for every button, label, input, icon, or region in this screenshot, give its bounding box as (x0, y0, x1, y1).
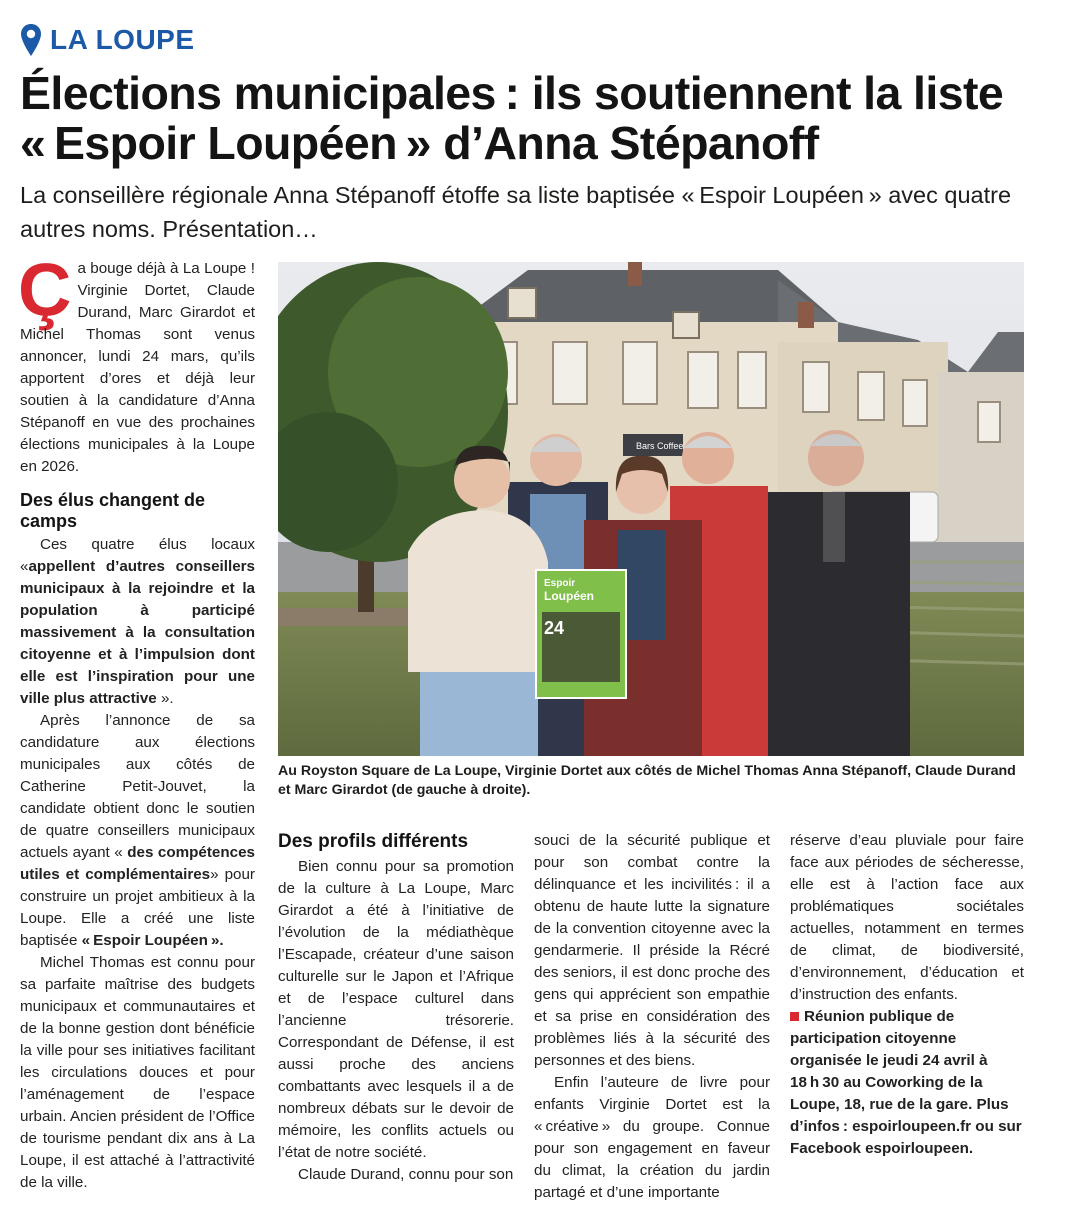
standfirst: La conseillère régionale Anna Stépanoff étoffe sa liste baptisée « Espoir Loupéen » avec quatre autres noms. Présentation… (20, 182, 1012, 242)
location-pin-icon (20, 23, 42, 57)
subheading-profils: Des profils différents (278, 831, 469, 852)
shop-sign: Bars Coffee (636, 441, 684, 451)
p1-end: ». (160, 690, 174, 707)
paragraph-1 (20, 534, 255, 710)
info-text: Réunion publique de participation citoyenne organisée le jeudi 24 avril à 18 h 30 au Coworking de la Loupe, 18, rue de la gare. Plus d’infos : espoirloupeen.fr ou sur Facebook espoirloupeen. (790, 1008, 1022, 1157)
subheading-elus: Des élus changent de camps (20, 490, 206, 531)
p1-quote: appellent d’autres conseillers municipaux à la rejoindre et la population à participé massivement à la consultation citoyenne et à l’impulsion dont elle est l’inspiration pour une ville plus attractive (20, 558, 255, 707)
people (408, 430, 910, 756)
article-column-4 (790, 830, 1024, 1160)
p2-start: Après l’annonce de sa candidature aux élections municipales aux côtés de Catherine Petit-Jouvet, la candidate obtient donc le soutien de quatre conseillers municipaux actuels ayant « (20, 712, 255, 861)
article-column-1 (18, 248, 255, 1194)
paragraph-4: Bien connu pour sa promotion de la culture à La Loupe, Marc Girardot a été à l’initiative de l’évolution de la médiathèque l’Escapade, créateur d’une saison culturelle sur le Japon et l’Afrique et de l’espace culturel dans l’ancienne trésorerie. Correspondant de Défense, il est aussi proche des anciens combattants avec lesquels il a de nombreux débats sur le devoir de mémoire, les conflits actuels ou l’état de notre société. (278, 858, 514, 1161)
p2-list-name: « Espoir Loupéen ». (81, 932, 224, 949)
lead-paragraph (18, 248, 255, 478)
p2-mid: » pour construire un projet ambitieux à la Loupe. Elle a créé une liste baptisée (20, 866, 255, 949)
paragraph-5: Claude Durand, connu pour son (298, 1166, 514, 1183)
article-column-3 (534, 830, 770, 1204)
group-photo (278, 262, 1024, 756)
paragraph-3: Michel Thomas est connu pour sa parfaite maîtrise des budgets municipaux et communautaires et de la bonne gestion dont bénéficie la ville pour ses initiatives facilitant les circulations douces et pour l’aménagement de l’espace urbain. Ancien président de l’Office de tourisme pendant dix ans à La Loupe, il est attaché à l’attractivité de la ville. (20, 954, 255, 1191)
paragraph-2 (20, 710, 255, 952)
lead-text: a bouge déjà à La Loupe ! Virginie Dortet, Claude Durand, Marc Girardot et Michel Thomas sont venus annoncer, lundi 24 mars, qu’ils apportent d’ores et déjà leur soutien à la candidature d’Anna Stépanoff en vue des prochaines élections municipales à la Loupe en 2026. (20, 260, 255, 475)
drop-cap: Ç (18, 248, 72, 331)
info-box (790, 1006, 1024, 1160)
poster-title-2: Loupéen (544, 589, 594, 603)
p1-start: Ces quatre élus locaux « (20, 536, 255, 575)
section-header (20, 20, 195, 60)
p2-quote: des compétences utiles et complémentaires (20, 844, 255, 883)
paragraph-continued: réserve d’eau pluviale pour faire face aux périodes de sécheresse, elle est à l’action face aux problématiques sociétales actuelles, notamment en termes de climat, de biodiversité, d’environnement, d’éducation et d’instruction des enfants. (790, 832, 1024, 1003)
article-column-2 (278, 830, 514, 1186)
paragraph-6: Enfin l’auteure de livre pour enfants Virginie Dortet est la « créative » du groupe. Connue pour son engagement en faveur du climat, la création du jardin partagé et d’une importante (534, 1074, 770, 1201)
photo-caption: Au Royston Square de La Loupe, Virginie Dortet aux côtés de Michel Thomas Anna Stépanoff, Claude Durand et Marc Girardot (de gauche à droite). (278, 763, 1016, 798)
poster-title-1: Espoir (544, 578, 576, 589)
poster-date: 24 (544, 618, 565, 638)
headline: Élections municipales : ils soutiennent la liste « Espoir Loupéen » d’Anna Stépanoff (20, 67, 1004, 169)
bullet-square-icon (790, 1012, 799, 1021)
campaign-poster (536, 570, 626, 698)
paragraph-continued: souci de la sécurité publique et pour son combat contre la délinquance et les incivilités : il a obtenu de haute lutte la signature de la convention citoyenne avec la gendarmerie. Il préside la Récré des seniors, il est donc proche des gens qui apprécient son empathie et sa prise en considération des problèmes liés à la sécurité des personnes et des biens. (534, 832, 770, 1069)
section-label: LA LOUPE (50, 24, 195, 55)
